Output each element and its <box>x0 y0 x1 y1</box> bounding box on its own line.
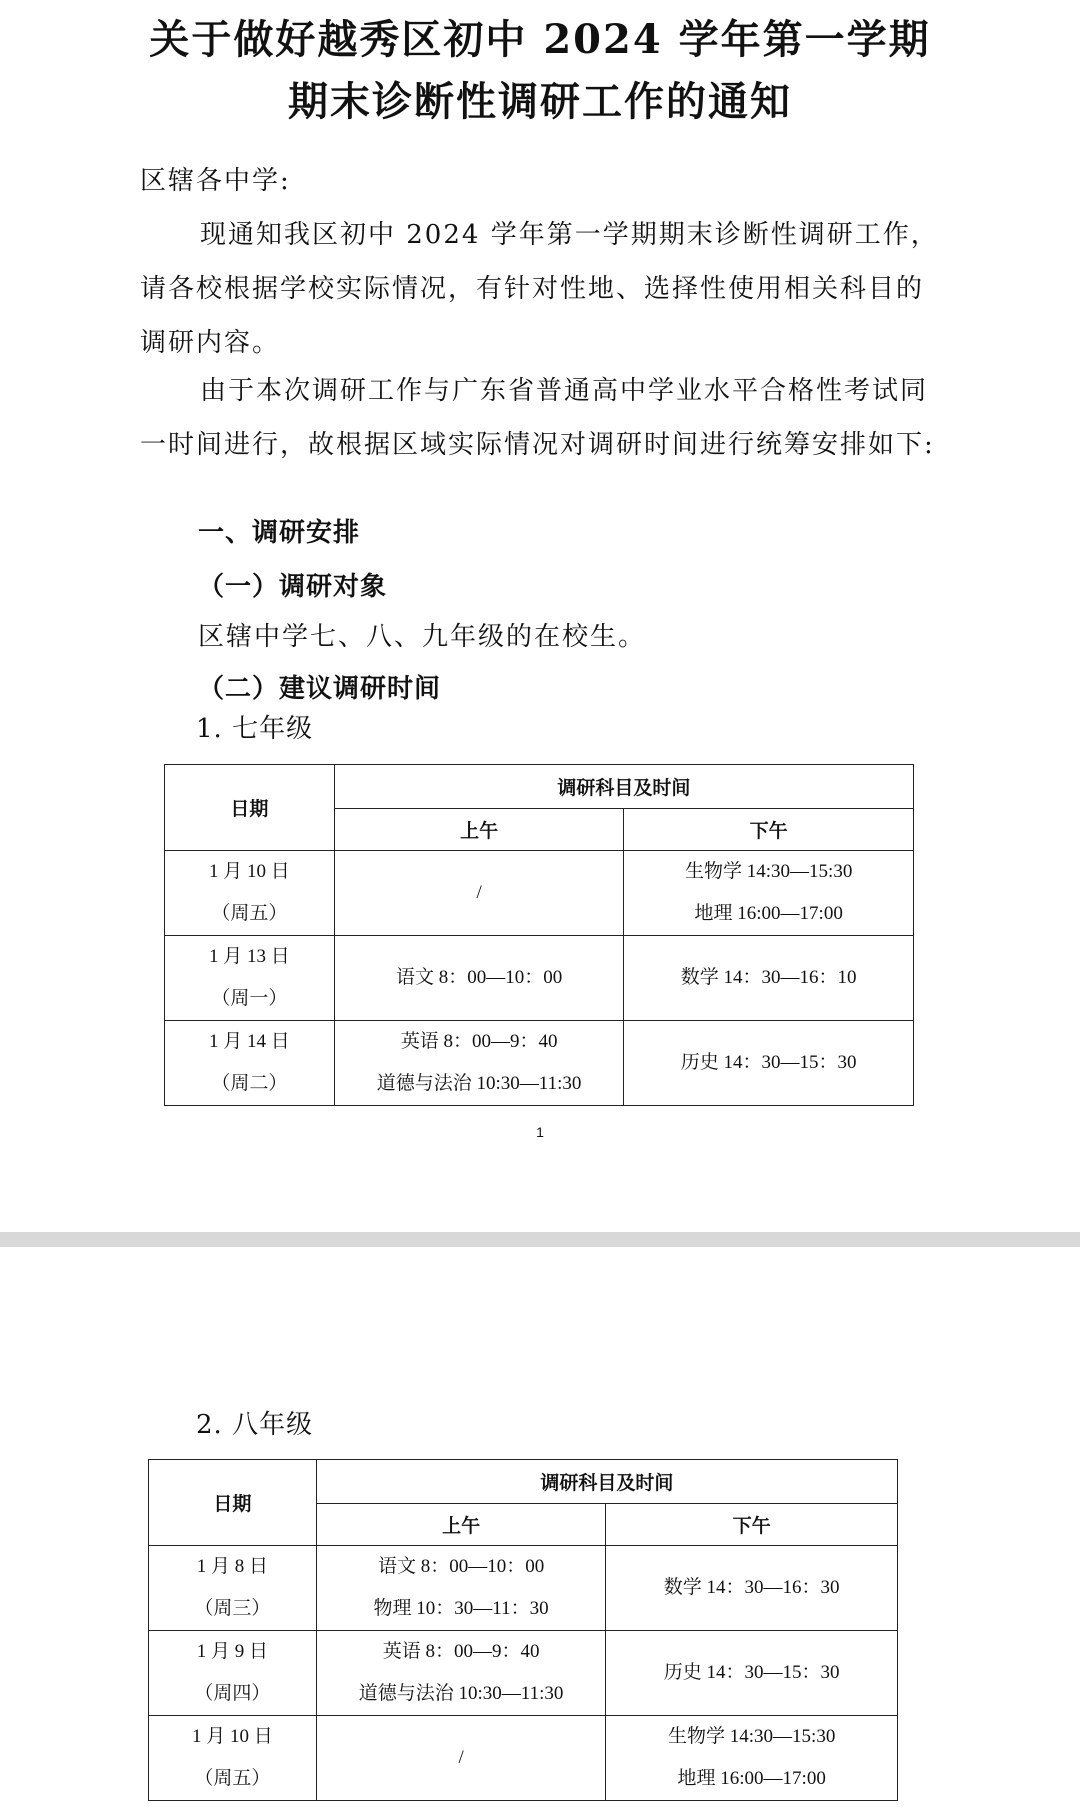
header-subjects: 调研科目及时间 <box>316 1460 897 1504</box>
date-cell: 1 月 10 日 （周五） <box>149 1716 317 1801</box>
header-subjects: 调研科目及时间 <box>334 765 913 809</box>
table-row <box>165 1021 914 1106</box>
header-date: 日期 <box>149 1460 317 1546</box>
document-page-2 <box>0 1247 1080 1807</box>
table-row <box>165 851 914 936</box>
header-afternoon: 下午 <box>606 1504 898 1546</box>
schedule-paragraph: 由于本次调研工作与广东省普通高中学业水平合格性考试同一时间进行，故根据区域实际情况对调研时间进行统筹安排如下: <box>140 376 935 460</box>
afternoon-cell: 生物学 14:30—15:30 地理 16:00—17:00 <box>606 1716 898 1801</box>
page-number: 1 <box>536 1124 544 1140</box>
morning-cell: / <box>316 1716 606 1801</box>
notice-title-line2: 期末诊断性调研工作的通知 <box>288 78 792 125</box>
intro-paragraph: 现通知我区初中 2024 学年第一学期期末诊断性调研工作，请各校根据学校实际情况，有针对性地、选择性使用相关科目的调研内容。 <box>140 220 939 358</box>
header-morning: 上午 <box>334 809 624 851</box>
header-morning: 上午 <box>316 1504 606 1546</box>
table-row <box>149 1716 898 1801</box>
table-row <box>165 936 914 1021</box>
afternoon-cell: 数学 14：30—16：10 <box>624 936 914 1021</box>
date-cell: 1 月 14 日 （周二） <box>165 1021 335 1106</box>
morning-cell: 英语 8：00—9：40 道德与法治 10:30—11:30 <box>334 1021 624 1106</box>
addressee: 区辖各中学: <box>140 166 291 196</box>
morning-cell: 语文 8：00—10：00 物理 10：30—11：30 <box>316 1546 606 1631</box>
header-date: 日期 <box>165 765 335 851</box>
subheading-time: （二）建议调研时间 <box>198 674 442 704</box>
morning-cell: 语文 8：00—10：00 <box>334 936 624 1021</box>
date-cell: 1 月 10 日 （周五） <box>165 851 335 936</box>
header-afternoon: 下午 <box>624 809 914 851</box>
notice-title-line1: 关于做好越秀区初中 2024 学年第一学期 <box>149 16 931 63</box>
morning-cell: 英语 8：00—9：40 道德与法治 10:30—11:30 <box>316 1631 606 1716</box>
date-cell: 1 月 13 日 （周一） <box>165 936 335 1021</box>
morning-cell: / <box>334 851 624 936</box>
grade8-schedule-table <box>148 1459 898 1801</box>
table-row <box>149 1631 898 1716</box>
grade8-label: 2. 八年级 <box>196 1410 314 1440</box>
table-row <box>149 1546 898 1631</box>
afternoon-cell: 生物学 14:30—15:30 地理 16:00—17:00 <box>624 851 914 936</box>
grade7-label: 1. 七年级 <box>196 714 314 744</box>
afternoon-cell: 历史 14：30—15：30 <box>624 1021 914 1106</box>
grade7-schedule-table <box>164 764 914 1106</box>
afternoon-cell: 历史 14：30—15：30 <box>606 1631 898 1716</box>
subheading-target: （一）调研对象 <box>198 572 388 602</box>
date-cell: 1 月 8 日 （周三） <box>149 1546 317 1631</box>
section-heading-arrangement: 一、调研安排 <box>198 518 361 548</box>
date-cell: 1 月 9 日 （周四） <box>149 1631 317 1716</box>
afternoon-cell: 数学 14：30—16：30 <box>606 1546 898 1631</box>
target-students: 区辖中学七、八、九年级的在校生。 <box>198 622 647 652</box>
